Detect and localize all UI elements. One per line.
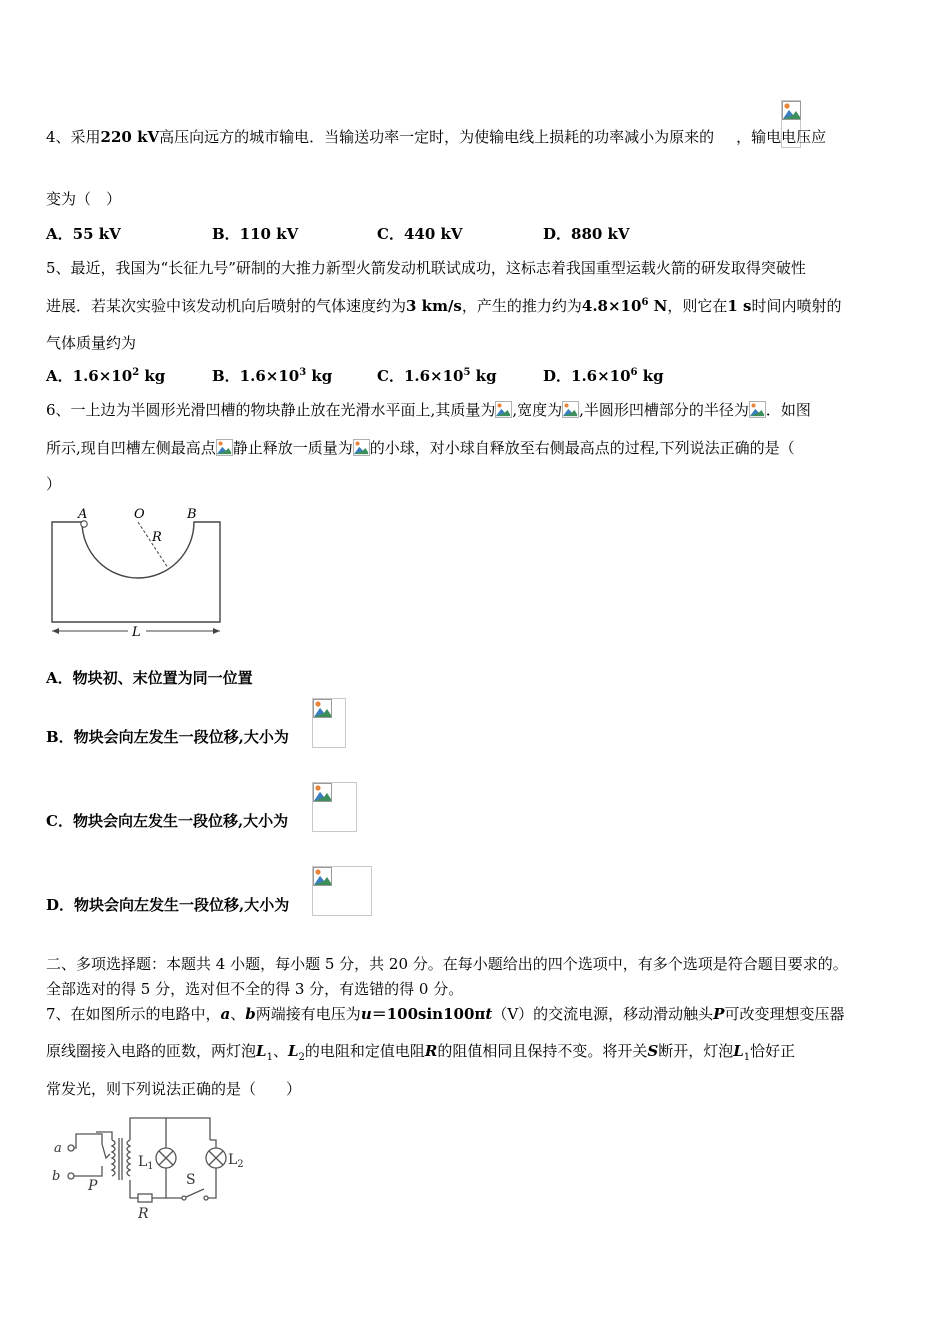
q4-option-b[interactable]: B．110 kV — [212, 225, 299, 243]
q6-line-3: ） — [46, 475, 62, 493]
q4-line-2: 变为（ ） — [46, 190, 122, 208]
q7-figure-circuit — [46, 1110, 256, 1222]
slider-arrow-icon — [102, 1144, 110, 1158]
mass-M-image-icon — [495, 401, 512, 418]
radius-R-image-icon — [749, 401, 766, 418]
label-L2: $L_2$ — [228, 1152, 244, 1170]
resistor-R — [138, 1194, 152, 1202]
label-P: P — [88, 1178, 98, 1194]
section2-header-line-2: 全部选对的得 5 分，选对但不全的得 3 分，有选错的得 0 分。 — [46, 980, 464, 998]
primary-coil — [112, 1140, 115, 1176]
label-S: S — [186, 1172, 196, 1188]
secondary-coil — [127, 1140, 130, 1176]
label-B: B — [187, 507, 197, 522]
q6-option-d-formula-placeholder — [312, 866, 372, 916]
label-O: O — [134, 507, 145, 522]
q4-line-1: 4、采用220 kV高压向远方的城市输电．当输送功率一定时，为使输电线上损耗的功率减小为原来的 ，输电电压应 — [46, 128, 827, 146]
q6-option-d[interactable]: D．物块会向左发生一段位移,大小为 — [46, 896, 290, 914]
q7-line-2: 原线圈接入电路的匝数，两灯泡$L_1$、$L_2$的电阻和定值电阻R的阻值相同且保持不变。将开关S断开，灯泡$L_1$恰好正 — [46, 1042, 796, 1063]
switch-blade — [186, 1189, 204, 1197]
secondary-bottom-wire — [130, 1180, 138, 1198]
q6-option-b-formula-placeholder — [312, 698, 346, 748]
label-A: A — [78, 507, 88, 522]
width-L-image-icon — [562, 401, 579, 418]
label-L1: $L_1$ — [138, 1154, 154, 1172]
arrow-right-icon — [213, 628, 220, 634]
q4-option-c[interactable]: C．440 kV — [377, 225, 463, 243]
radius-line — [138, 522, 168, 568]
q6-line-2: 所示,现自凹槽左侧最高点 静止释放一质量为 的小球，对小球自释放至右侧最高点的过程,下列说法正确的是（ — [46, 439, 795, 457]
q4-option-a[interactable]: A．55 kV — [46, 225, 121, 243]
switch-contact-1 — [182, 1196, 186, 1200]
arrow-left-icon — [52, 628, 59, 634]
label-a: a — [54, 1141, 62, 1156]
q6-option-c[interactable]: C．物块会向左发生一段位移,大小为 — [46, 812, 289, 830]
point-A-image-icon — [216, 439, 233, 456]
q5-line-2: 进展．若某次实验中该发动机向后喷射的气体速度约为3 km/s，产生的推力约为$4.8\times 10^6$ N，则它在1 s时间内喷射的 — [46, 297, 842, 315]
q4-options — [46, 224, 906, 244]
terminal-a — [68, 1145, 74, 1151]
q7-line-3: 常发光，则下列说法正确的是（ ） — [46, 1080, 302, 1098]
q6-option-c-formula-placeholder — [312, 782, 357, 832]
switch-contact-2 — [204, 1196, 208, 1200]
label-R: R — [152, 530, 162, 545]
q5-option-c[interactable]: C．$1.6\times 10^5$ kg — [377, 367, 497, 385]
wire-b — [74, 1166, 102, 1176]
label-L: L — [132, 625, 141, 640]
q6-line-1: 6、一上边为半圆形光滑凹槽的物块静止放在光滑水平面上,其质量为 ,宽度为 ,半圆形凹槽部分的半径为 ．如图 — [46, 401, 811, 419]
mass-m-image-icon — [353, 439, 370, 456]
broken-image-icon — [313, 783, 332, 802]
broken-image-icon — [313, 699, 332, 718]
block-outline — [52, 522, 220, 622]
q6-option-a[interactable]: A．物块初、末位置为同一位置 — [46, 669, 253, 687]
q5-line-1: 5、最近，我国为“长征九号”研制的大推力新型火箭发动机联试成功，这标志着我国重型运载火箭的研发取得突破性 — [46, 259, 806, 277]
q6-figure-block — [44, 502, 234, 642]
wire-a — [74, 1134, 102, 1148]
q5-option-d[interactable]: D．$1.6\times 10^6$ kg — [543, 367, 664, 385]
label-R: R — [138, 1206, 149, 1222]
q7-line-1: 7、在如图所示的电路中，a、b两端接有电压为u＝100sin100πt（V）的交流电源，移动滑动触头P可改变理想变压器 — [46, 1005, 845, 1023]
q5-option-b[interactable]: B．$1.6\times 10^3$ kg — [212, 367, 333, 385]
primary-wire — [96, 1132, 112, 1140]
section2-header-line-1: 二、多项选择题：本题共 4 小题，每小题 5 分，共 20 分。在每小题给出的四个选项中，有多个选项是符合题目要求的。 — [46, 955, 848, 973]
q5-option-a[interactable]: A．$1.6\times 10^2$ kg — [46, 367, 166, 385]
q4-option-d[interactable]: D．880 kV — [543, 225, 630, 243]
secondary-top-wire — [130, 1118, 210, 1140]
broken-image-icon — [782, 101, 801, 120]
label-b: b — [52, 1169, 61, 1184]
q5-line-3: 气体质量约为 — [46, 334, 137, 352]
q5-options — [46, 366, 906, 386]
q6-option-b[interactable]: B．物块会向左发生一段位移,大小为 — [46, 728, 289, 746]
broken-image-icon — [313, 867, 332, 886]
terminal-b — [68, 1173, 74, 1179]
